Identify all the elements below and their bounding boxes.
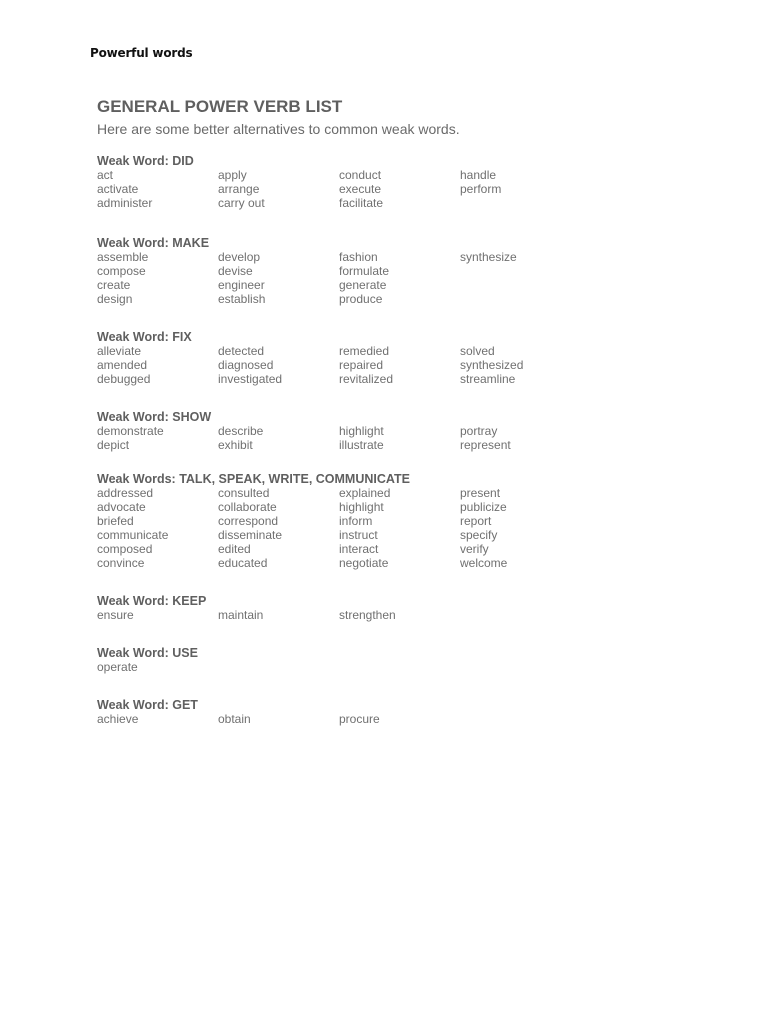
word-item: specify: [460, 528, 498, 542]
word-group: [97, 330, 617, 386]
word-item: establish: [218, 292, 266, 306]
word-item: investigated: [218, 372, 283, 386]
word-item: addressed: [97, 486, 154, 500]
word-item: [460, 278, 581, 292]
word-item: exhibit: [218, 438, 253, 452]
word-item: generate: [339, 278, 387, 292]
word-item: describe: [218, 424, 264, 438]
word-item: strengthen: [339, 608, 396, 622]
word-item: conduct: [339, 168, 382, 182]
word-item: create: [97, 278, 131, 292]
word-item: devise: [218, 264, 253, 278]
word-grid: [97, 608, 617, 622]
word-item: develop: [218, 250, 261, 264]
word-group: [97, 646, 617, 674]
word-item: synthesize: [460, 250, 517, 264]
word-item: [460, 264, 581, 278]
word-group: [97, 698, 617, 726]
word-group: [97, 410, 617, 452]
word-item: demonstrate: [97, 424, 164, 438]
word-item: educated: [218, 556, 268, 570]
word-item: produce: [339, 292, 383, 306]
word-item: formulate: [339, 264, 390, 278]
word-item: [460, 196, 581, 210]
word-item: design: [97, 292, 133, 306]
verb-list-content: [97, 96, 617, 726]
word-item: correspond: [218, 514, 279, 528]
word-item: ensure: [97, 608, 134, 622]
word-item: perform: [460, 182, 502, 196]
word-item: explained: [339, 486, 391, 500]
word-item: activate: [97, 182, 139, 196]
group-title: Weak Word: MAKE: [97, 236, 210, 250]
group-title: Weak Word: USE: [97, 646, 198, 660]
word-item: alleviate: [97, 344, 142, 358]
list-subheading: Here are some better alternatives to common weak words.: [97, 121, 460, 137]
word-item: illustrate: [339, 438, 384, 452]
word-item: represent: [460, 438, 511, 452]
word-grid: [97, 344, 617, 386]
word-item: briefed: [97, 514, 134, 528]
word-grid: [97, 660, 617, 674]
word-item: repaired: [339, 358, 384, 372]
word-item: streamline: [460, 372, 516, 386]
word-group: [97, 594, 617, 622]
document-title: Powerful words: [90, 46, 193, 60]
word-item: highlight: [339, 424, 384, 438]
word-item: arrange: [218, 182, 260, 196]
word-item: highlight: [339, 500, 384, 514]
word-item: instruct: [339, 528, 378, 542]
word-item: amended: [97, 358, 148, 372]
group-title: Weak Word: GET: [97, 698, 198, 712]
word-item: report: [460, 514, 492, 528]
word-item: operate: [97, 660, 138, 674]
word-grid: [97, 486, 617, 570]
word-item: solved: [460, 344, 495, 358]
word-item: collaborate: [218, 500, 277, 514]
word-item: advocate: [97, 500, 146, 514]
word-grid: [97, 712, 617, 726]
word-item: administer: [97, 196, 153, 210]
word-item: facilitate: [339, 196, 384, 210]
word-item: verify: [460, 542, 489, 556]
group-title: Weak Words: TALK, SPEAK, WRITE, COMMUNICATE: [97, 472, 410, 486]
word-item: disseminate: [218, 528, 283, 542]
list-heading: GENERAL POWER VERB LIST: [97, 97, 343, 116]
word-item: remedied: [339, 344, 390, 358]
word-item: synthesized: [460, 358, 524, 372]
word-item: assemble: [97, 250, 149, 264]
word-item: handle: [460, 168, 497, 182]
word-item: achieve: [97, 712, 139, 726]
word-item: procure: [339, 712, 380, 726]
word-item: fashion: [339, 250, 378, 264]
word-item: compose: [97, 264, 146, 278]
word-item: carry out: [218, 196, 265, 210]
word-groups: [97, 154, 617, 726]
word-item: inform: [339, 514, 373, 528]
word-item: act: [97, 168, 114, 182]
word-item: communicate: [97, 528, 169, 542]
word-item: obtain: [218, 712, 251, 726]
group-title: Weak Word: KEEP: [97, 594, 207, 608]
word-item: publicize: [460, 500, 507, 514]
word-item: welcome: [460, 556, 508, 570]
word-grid: [97, 250, 617, 306]
word-item: composed: [97, 542, 153, 556]
word-grid: [97, 168, 617, 210]
word-item: execute: [339, 182, 382, 196]
word-group: [97, 472, 617, 570]
group-title: Weak Word: SHOW: [97, 410, 212, 424]
word-item: convince: [97, 556, 145, 570]
word-item: revitalized: [339, 372, 394, 386]
word-item: diagnosed: [218, 358, 274, 372]
group-title: Weak Word: FIX: [97, 330, 192, 344]
word-item: maintain: [218, 608, 264, 622]
word-item: depict: [97, 438, 130, 452]
word-group: [97, 154, 617, 210]
word-item: debugged: [97, 372, 151, 386]
group-title: Weak Word: DID: [97, 154, 194, 168]
word-item: detected: [218, 344, 265, 358]
word-item: edited: [218, 542, 251, 556]
word-item: apply: [218, 168, 247, 182]
word-item: present: [460, 486, 501, 500]
word-group: [97, 236, 617, 306]
word-item: consulted: [218, 486, 270, 500]
word-item: portray: [460, 424, 498, 438]
word-grid: [97, 424, 617, 452]
word-item: [460, 292, 581, 306]
word-item: interact: [339, 542, 379, 556]
word-item: engineer: [218, 278, 265, 292]
word-item: negotiate: [339, 556, 389, 570]
